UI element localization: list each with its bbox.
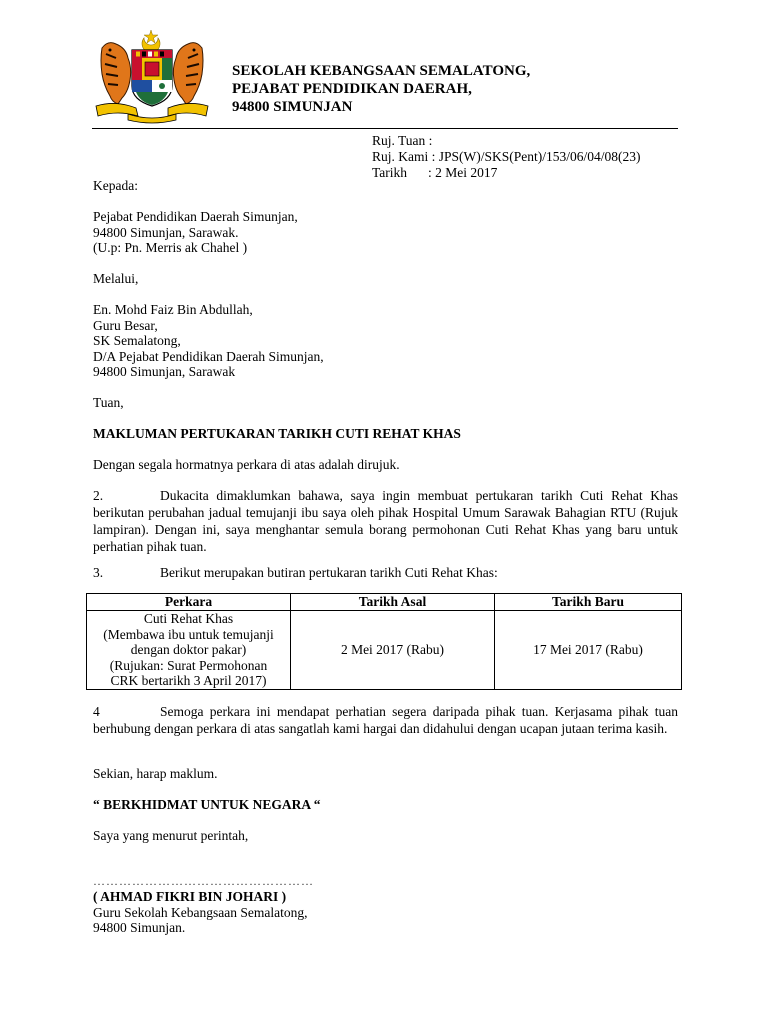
- leave-change-table: [86, 593, 682, 690]
- ruj-kami: Ruj. Kami : JPS(W)/SKS(Pent)/153/06/04/08(23): [372, 149, 641, 164]
- paragraph-4-text: Semoga perkara ini mendapat perhatian segera daripada pihak tuan. Kerjasama pihak tuan berhubung dengan perkara di atas sangatlah kami hargai dan didahului dengan ucapan jutaan terima kasih.: [93, 704, 678, 736]
- malaysia-coat-of-arms-logo: [88, 28, 216, 124]
- header-divider: [92, 128, 678, 129]
- via-line: Guru Besar,: [93, 317, 158, 333]
- perkara-cell: [87, 611, 291, 690]
- tarikh-baru-cell: 17 Mei 2017 (Rabu): [495, 611, 682, 690]
- signer-name: ( AHMAD FIKRI BIN JOHARI ): [93, 889, 287, 904]
- shield-icon: [132, 50, 172, 106]
- perkara-line: (Membawa ibu untuk temujanji: [103, 626, 274, 642]
- paragraph-4-number: 4: [93, 704, 100, 719]
- paragraph-2: [93, 487, 678, 555]
- perkara-line: CRK bertarikh 3 April 2017): [110, 673, 267, 688]
- office-postcode: 94800 SIMUNJAN: [232, 99, 353, 115]
- sign-off-line: Saya yang menurut perintah,: [93, 828, 249, 843]
- tarikh-asal-cell: 2 Mei 2017 (Rabu): [291, 611, 495, 690]
- signer-title: Guru Sekolah Kebangsaan Semalatong,: [93, 904, 308, 920]
- paragraph-3-number: 3.: [93, 565, 104, 580]
- salutation: Tuan,: [93, 395, 124, 410]
- table-header: Tarikh Baru: [495, 594, 682, 611]
- signature-dots: ……………………………………………: [93, 874, 314, 888]
- via-line: SK Semalatong,: [93, 333, 181, 348]
- via-line: D/A Pejabat Pendidikan Daerah Simunjan,: [93, 348, 324, 364]
- paragraph-4: [93, 703, 678, 737]
- signer-block: [93, 889, 307, 936]
- table-row: [87, 611, 682, 690]
- table-header: Tarikh Asal: [291, 594, 495, 611]
- office-name: PEJABAT PENDIDIKAN DAERAH,: [232, 81, 472, 97]
- via-address: [93, 302, 324, 380]
- via-line: En. Mohd Faiz Bin Abdullah,: [93, 302, 253, 317]
- perkara-line: (Rujukan: Surat Permohonan: [109, 657, 268, 673]
- signer-place: 94800 Simunjan.: [93, 920, 186, 935]
- left-tiger-icon: [101, 43, 131, 104]
- recipient-line: Pejabat Pendidikan Daerah Simunjan,: [93, 209, 298, 224]
- via-line: 94800 Simunjan, Sarawak: [93, 364, 236, 379]
- crescent-star-icon: [142, 30, 160, 53]
- perkara-line: dengan doktor pakar): [130, 642, 247, 657]
- table-header: Perkara: [87, 594, 291, 611]
- paragraph-2-text: Dukacita dimaklumkan bahawa, saya ingin membuat pertukaran tarikh Cuti Rehat Khas berikutan perubahan jadual temujanji ibu saya oleh pihak Hospital Umum Sarawak Bahagian RTU (Rujuk lampiran). Dengan ini, saya menghantar semula borang permohonan Cuti Rehat Khas yang baru untuk perhatian pihak tuan.: [93, 488, 678, 554]
- recipient-line: 94800 Simunjan, Sarawak.: [93, 224, 239, 240]
- paragraph-1: Dengan segala hormatnya perkara di atas adalah dirujuk.: [93, 457, 400, 472]
- ruj-tuan: Ruj. Tuan :: [372, 133, 433, 148]
- closing-line: Sekian, harap maklum.: [93, 766, 218, 781]
- school-name: SEKOLAH KEBANGSAAN SEMALATONG,: [232, 63, 531, 79]
- paragraph-3-text: Berikut merupakan butiran pertukaran tarikh Cuti Rehat Khas:: [160, 565, 498, 580]
- subject-title: MAKLUMAN PERTUKARAN TARIKH CUTI REHAT KHAS: [93, 426, 461, 441]
- paragraph-2-number: 2.: [93, 488, 104, 503]
- perkara-line: Cuti Rehat Khas: [143, 611, 234, 626]
- tarikh-label: Tarikh: [372, 165, 408, 180]
- letterhead: [232, 62, 530, 116]
- recipient-address: [93, 209, 298, 256]
- paragraph-3: [93, 564, 678, 581]
- tarikh-value: : 2 Mei 2017: [428, 165, 498, 180]
- recipient-line: (U.p: Pn. Merris ak Chahel ): [93, 240, 248, 255]
- right-tiger-icon: [173, 43, 203, 104]
- table-header-row: [87, 594, 682, 611]
- melalui-label: Melalui,: [93, 271, 139, 286]
- motto-line: “ BERKHIDMAT UNTUK NEGARA “: [93, 797, 321, 812]
- reference-block: [372, 133, 641, 181]
- kepada-label: Kepada:: [93, 178, 138, 193]
- tarikh-line: [372, 165, 641, 181]
